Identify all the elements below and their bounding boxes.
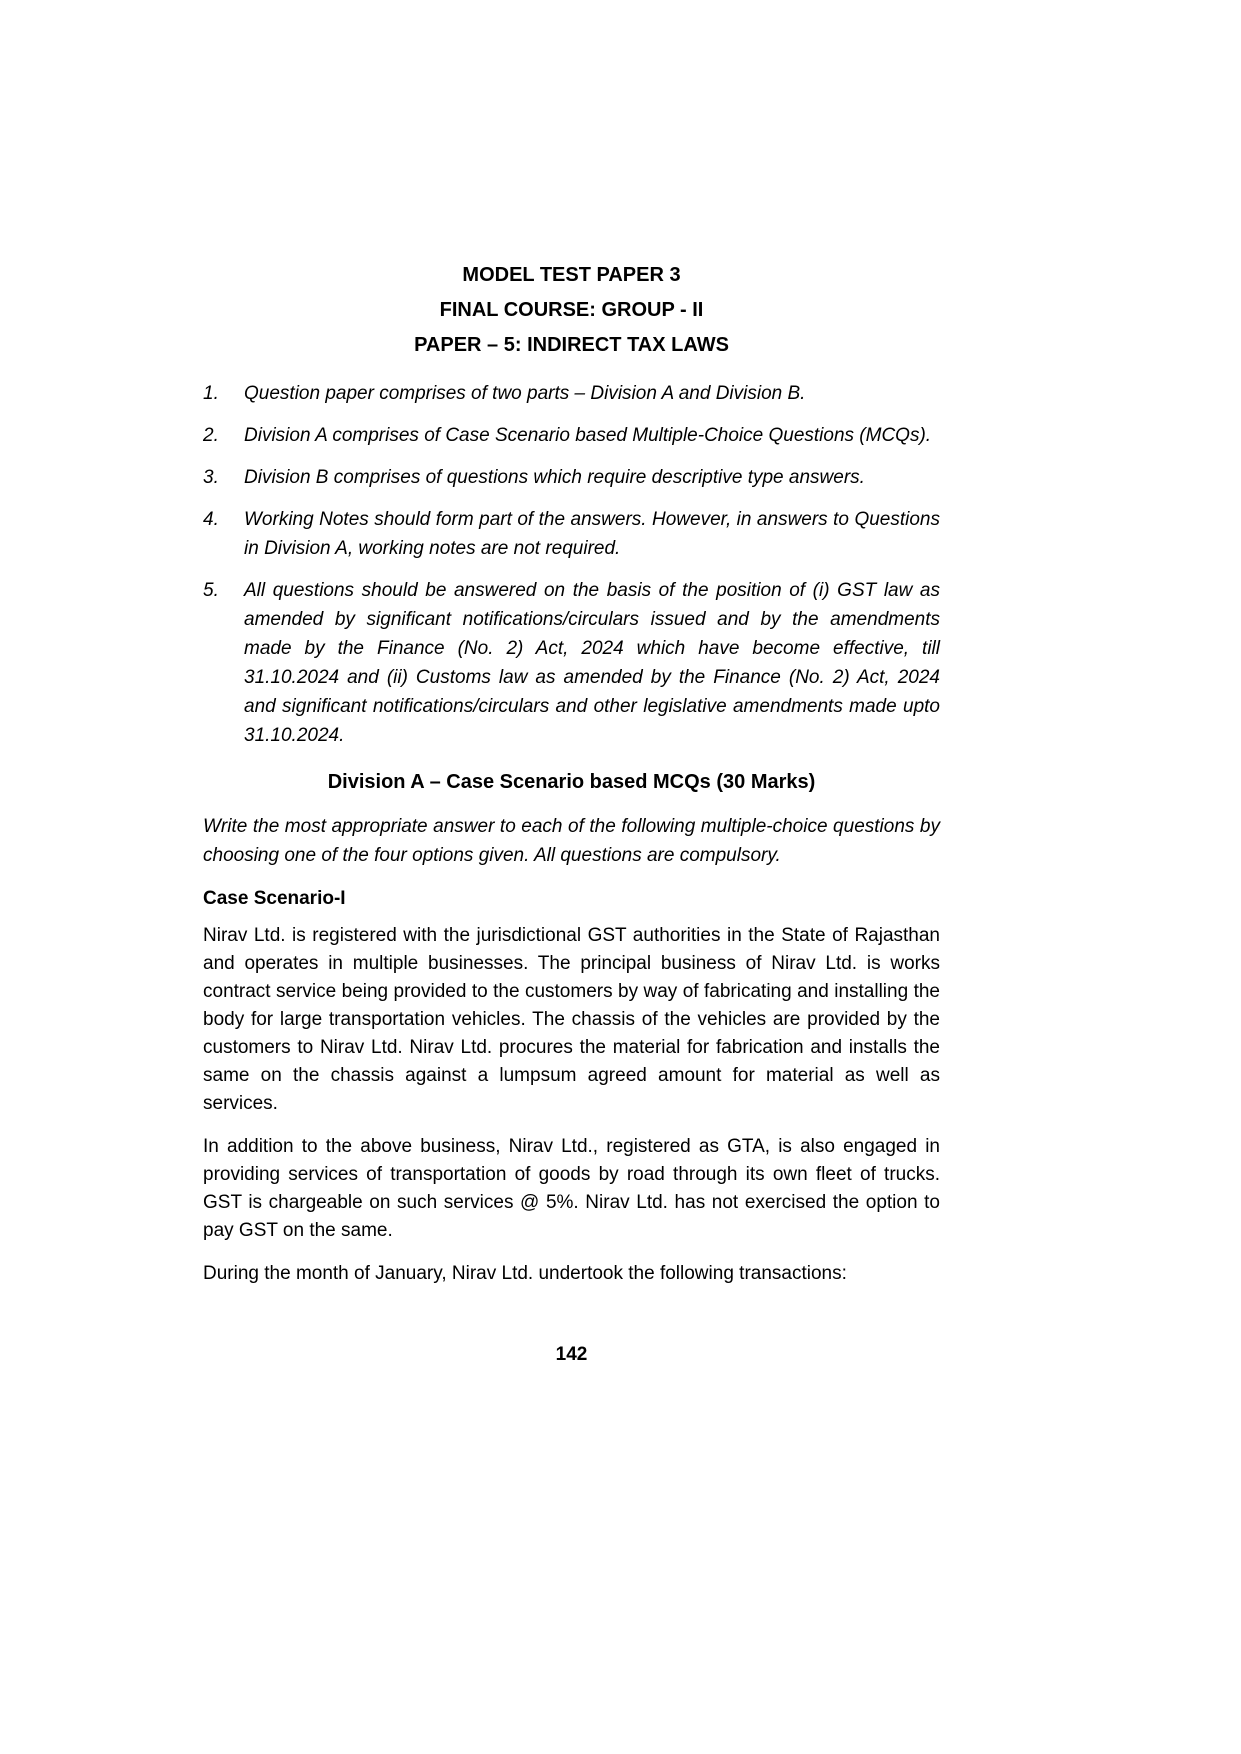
title-model-test-paper: MODEL TEST PAPER 3	[462, 264, 681, 286]
title-paper-subject: PAPER – 5: INDIRECT TAX LAWS	[414, 334, 729, 356]
title-final-course-group: FINAL COURSE: GROUP - II	[439, 299, 704, 321]
instruction-item-3	[203, 463, 940, 492]
instruction-number: 5.	[203, 580, 219, 601]
instructions-list	[203, 379, 940, 750]
instruction-item-5	[203, 576, 940, 750]
instruction-number: 2.	[203, 425, 219, 446]
instruction-text: All questions should be answered on the basis of the position of (i) GST law as amended by significant notifications/circulars issued and by the amendments made by the Finance (No. 2) Act, 2024 which have become effective, till 31.10.2024 and (ii) Customs law as amended by the Finance (No. 2) Act, 2024 and significant notifications/circulars and other legislative amendments made upto 31.10.2024.	[244, 580, 940, 746]
division-a-heading: Division A – Case Scenario based MCQs (30 Marks)	[327, 771, 816, 793]
instruction-number: 3.	[203, 467, 219, 488]
instruction-text: Division A comprises of Case Scenario based Multiple-Choice Questions (MCQs).	[244, 425, 932, 446]
case-paragraph-1: Nirav Ltd. is registered with the jurisdictional GST authorities in the State of Rajasthan and operates in multiple businesses. The principal business of Nirav Ltd. is works contract service being provided to the customers by way of fabricating and installing the body for large transportation vehicles. The chassis of the vehicles are provided by the customers to Nirav Ltd. Nirav Ltd. procures the material for fabrication and installs the same on the chassis against a lumpsum agreed amount for material as well as services.	[203, 925, 940, 1114]
case-paragraph-2: In addition to the above business, Nirav Ltd., registered as GTA, is also engaged in providing services of transportation of goods by road through its own fleet of trucks. GST is chargeable on such services @ 5%. Nirav Ltd. has not exercised the option to pay GST on the same.	[203, 1136, 940, 1241]
page-number: 142	[555, 1344, 588, 1365]
case-paragraph-3: During the month of January, Nirav Ltd. undertook the following transactions:	[203, 1263, 847, 1284]
instruction-item-2	[203, 421, 940, 450]
document-content	[203, 264, 940, 1303]
instruction-text: Question paper comprises of two parts – Division A and Division B.	[244, 383, 806, 404]
instruction-text: Working Notes should form part of the answers. However, in answers to Questions in Division A, working notes are not required.	[244, 509, 940, 559]
instruction-number: 4.	[203, 509, 219, 530]
instruction-item-1	[203, 379, 940, 408]
instruction-text: Division B comprises of questions which require descriptive type answers.	[244, 467, 865, 488]
case-scenario-heading: Case Scenario-I	[203, 888, 346, 909]
instruction-number: 1.	[203, 383, 219, 404]
mcq-intro-paragraph: Write the most appropriate answer to each of the following multiple-choice questions by choosing one of the four options given. All questions are compulsory.	[203, 816, 940, 866]
instruction-item-4	[203, 505, 940, 563]
